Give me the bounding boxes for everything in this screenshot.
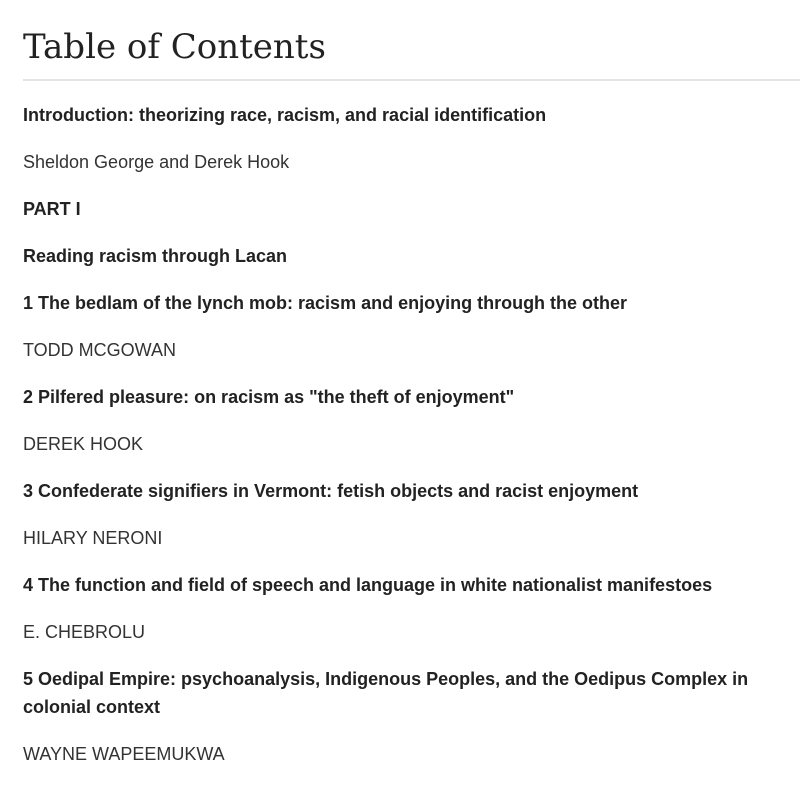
toc-chapter-3-title: 3 Confederate signifiers in Vermont: fetish objects and racist enjoyment (23, 481, 639, 501)
toc-chapter-1-author: TODD MCGOWAN (23, 340, 176, 360)
toc-chapter-2-title: 2 Pilfered pleasure: on racism as "the theft of enjoyment" (23, 387, 515, 407)
toc-chapter-4-author: E. CHEBROLU (23, 622, 146, 642)
toc-entry-introduction-title: Introduction: theorizing race, racism, and racial identification (23, 105, 547, 125)
toc-chapter-4-title: 4 The function and field of speech and language in white nationalist manifestoes (23, 575, 713, 595)
toc-list (23, 101, 800, 768)
toc-chapter-2-author: DEREK HOOK (23, 434, 144, 454)
toc-chapter-5-title: 5 Oedipal Empire: psychoanalysis, Indigenous Peoples, and the Oedipus Complex in colonial context (23, 669, 749, 717)
title-divider (23, 79, 800, 81)
toc-part-title: Reading racism through Lacan (23, 246, 288, 266)
toc-entry-introduction-authors: Sheldon George and Derek Hook (23, 152, 290, 172)
toc-page (23, 0, 800, 787)
page-title: Table of Contents (23, 27, 326, 67)
toc-chapter-1-title: 1 The bedlam of the lynch mob: racism and enjoying through the other (23, 293, 628, 313)
toc-chapter-5-author: WAYNE WAPEEMUKWA (23, 744, 225, 764)
toc-chapter-3-author: HILARY NERONI (23, 528, 163, 548)
toc-part-heading: PART I (23, 199, 81, 219)
